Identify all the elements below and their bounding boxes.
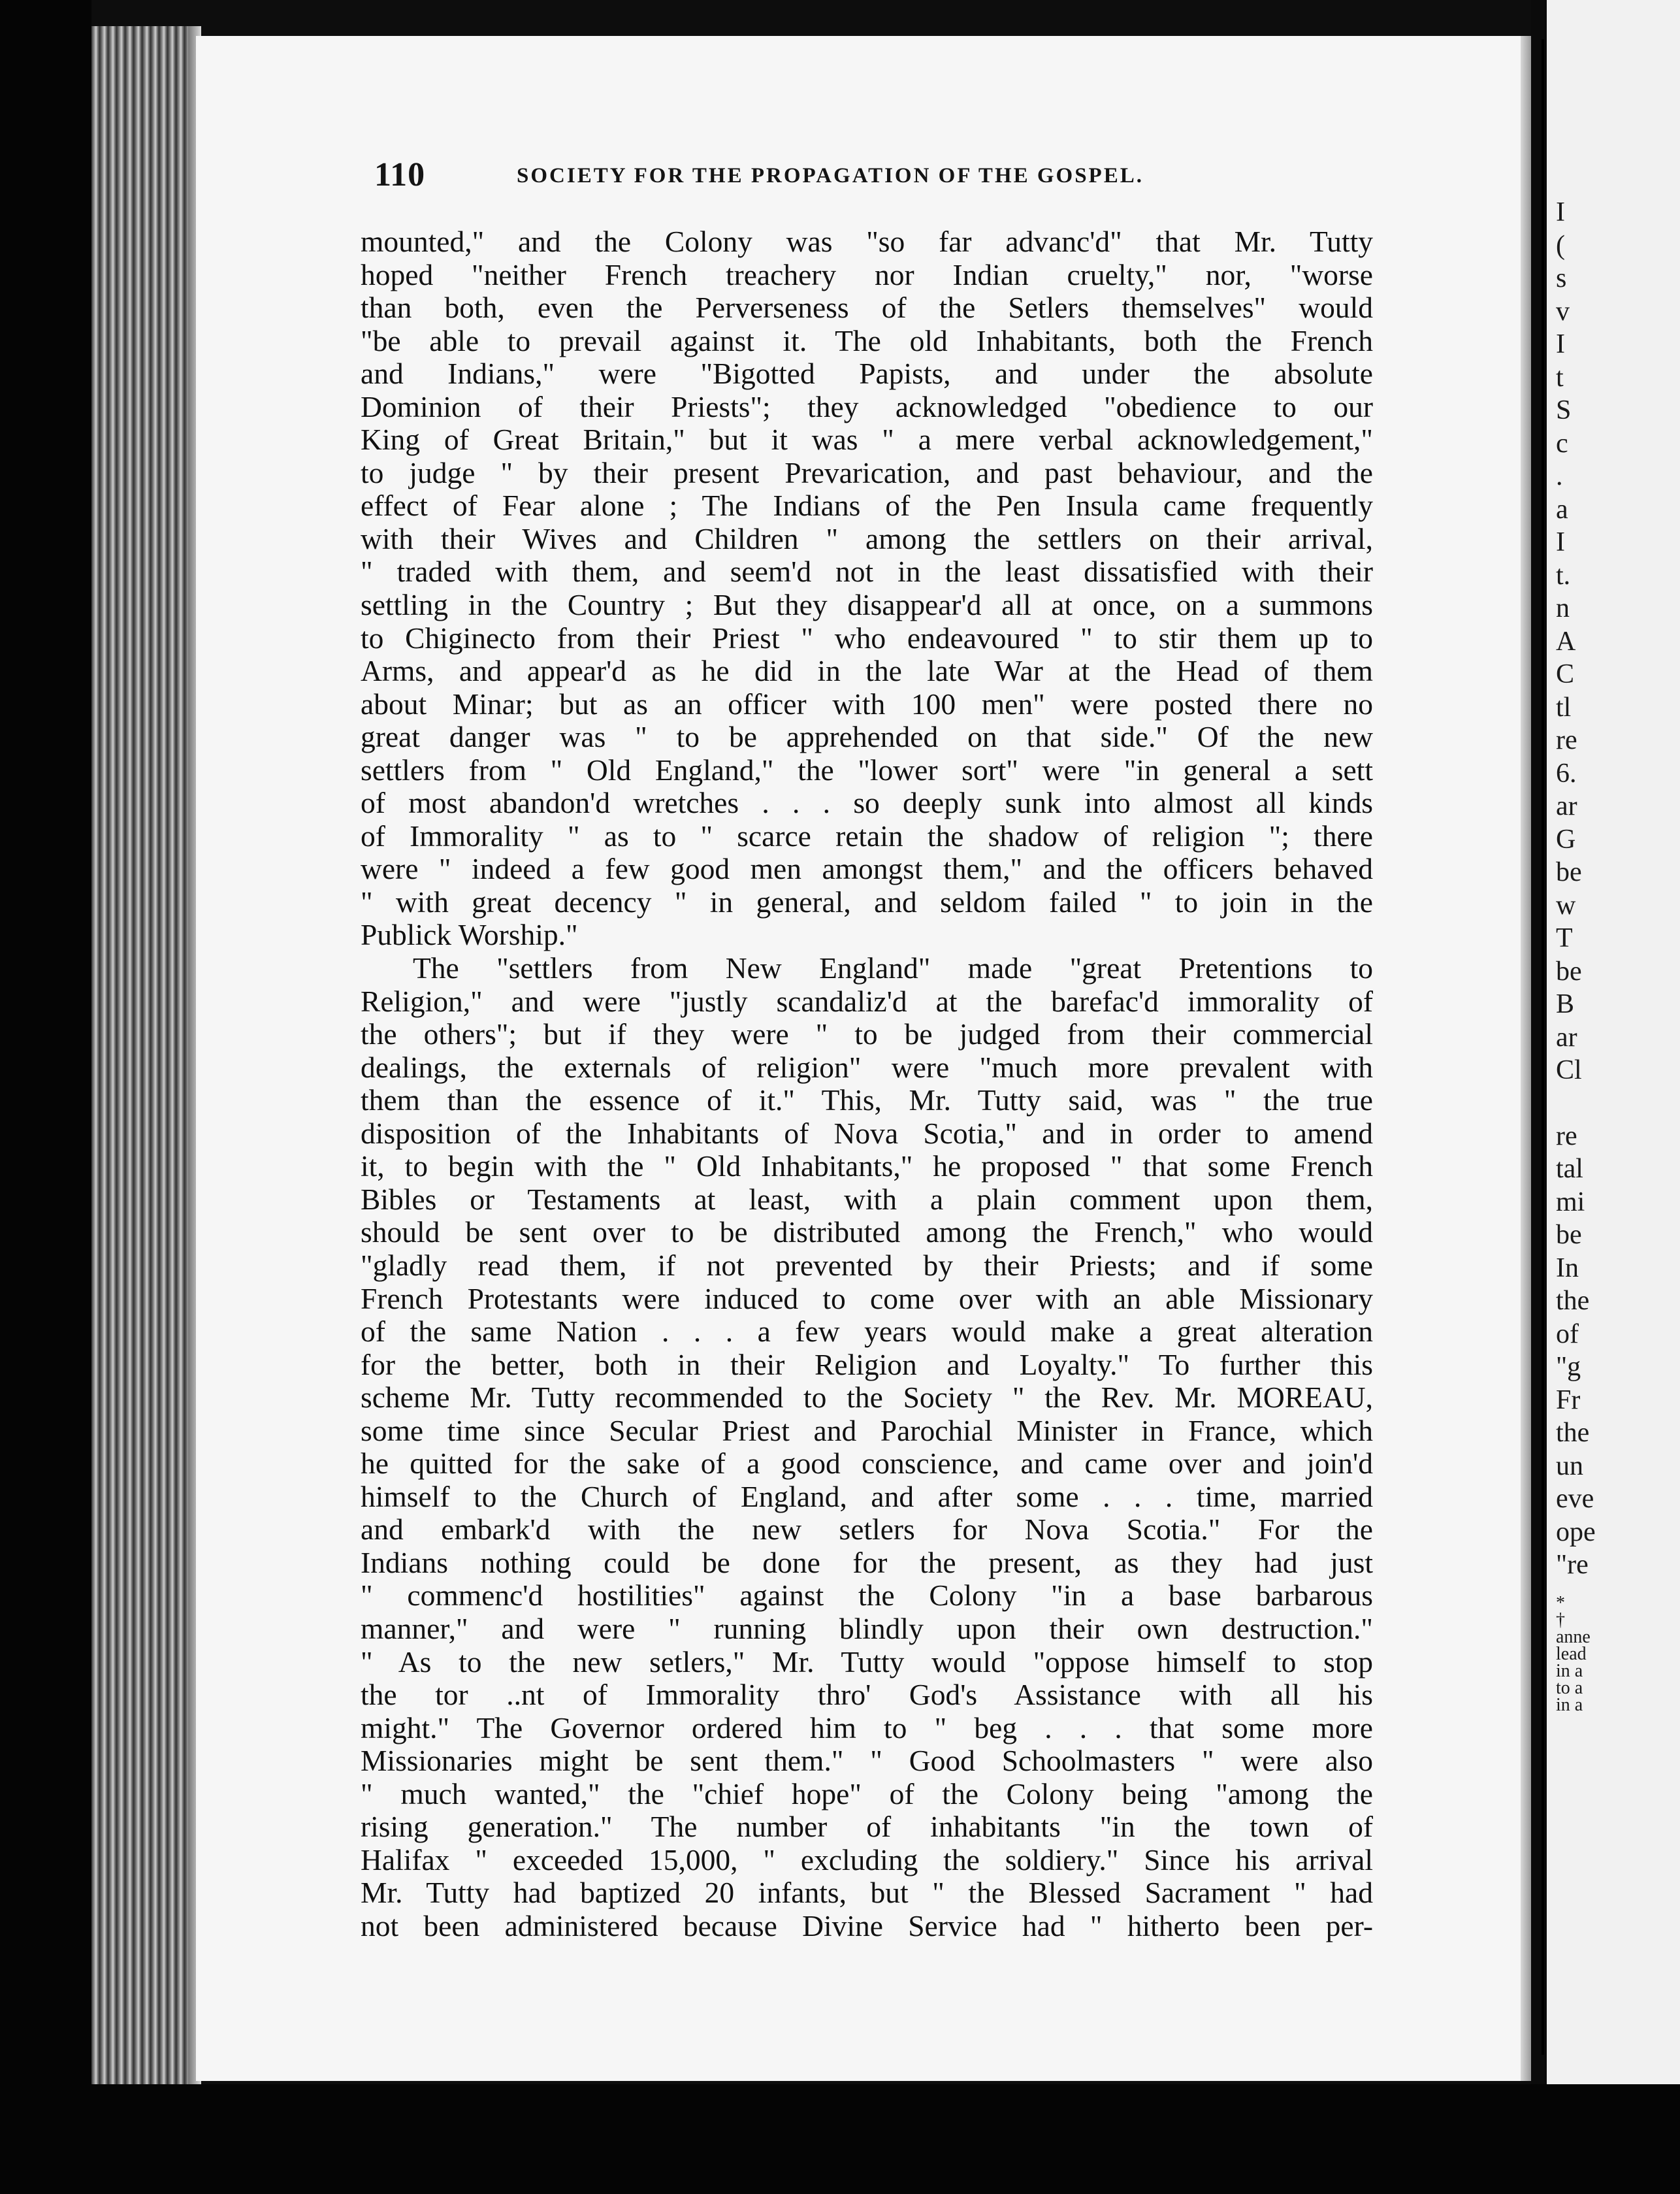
fragment: I [1556, 329, 1565, 359]
fragment: w [1556, 890, 1576, 921]
fragment: A [1556, 626, 1576, 657]
text-line: for the better, both in their Religion and Loyalty." To further this [361, 1347, 1373, 1381]
fragment: ( [1556, 230, 1565, 261]
text-line: " As to the new setlers," Mr. Tutty would "oppose himself to stop [361, 1645, 1373, 1678]
text-line: Indians nothing could be done for the present, as they had just [361, 1545, 1373, 1579]
fragment: the [1556, 1286, 1590, 1316]
footnote-fragment: † [1556, 1611, 1565, 1629]
text-line: some time since Secular Priest and Parochial Minister in France, which [361, 1413, 1373, 1447]
page-fold-shadow [1521, 36, 1531, 2081]
text-line: Dominion of their Priests"; they acknowledged "obedience to our [361, 389, 1373, 423]
fragment: Fr [1556, 1384, 1581, 1415]
running-head: SOCIETY FOR THE PROPAGATION OF THE GOSPEL. [517, 164, 1144, 188]
fragment: ar [1556, 1022, 1577, 1053]
text-line: Halifax " exceeded 15,000, " excluding the soldiery." Since his arrival [361, 1842, 1373, 1876]
fragment: n [1556, 593, 1570, 623]
text-line: Bibles or Testaments at least, with a plain comment upon them, [361, 1182, 1373, 1216]
body-text [361, 225, 1373, 1942]
text-line: them than the essence of it." This, Mr. Tutty said, was " the true [361, 1083, 1373, 1117]
footnote-fragment: * [1556, 1594, 1565, 1612]
text-line: to judge " by their present Prevarication, and past behaviour, and the [361, 455, 1373, 489]
text-line: rising generation." The number of inhabitants "in the town of [361, 1810, 1373, 1844]
fragment: S [1556, 395, 1572, 425]
text-line: Religion," and were "justly scandaliz'd at the barefac'd immorality of [361, 984, 1373, 1018]
fragment: I [1556, 527, 1565, 557]
fragment: B [1556, 989, 1575, 1019]
text-line: himself to the Church of England, and after some . . . time, married [361, 1479, 1373, 1513]
text-line: Mr. Tutty had baptized 20 infants, but " the Blessed Sacrament " had [361, 1876, 1373, 1910]
footnote-fragment: in a [1556, 1696, 1583, 1714]
fragment: t [1556, 362, 1564, 393]
fragment: In [1556, 1253, 1579, 1283]
text-line: mounted," and the Colony was "so far advanc'd" that Mr. Tutty [361, 225, 1373, 258]
text-line: "be able to prevail against it. The old Inhabitants, both the French [361, 323, 1373, 357]
fragment: tal [1556, 1154, 1583, 1184]
text-line: not been administered because Divine Service had " hitherto been per- [361, 1908, 1373, 1942]
text-line: hoped "neither French treachery nor Indian cruelty," nor, "worse [361, 257, 1373, 291]
text-line: dealings, the externals of religion" were "much more prevalent with [361, 1050, 1373, 1084]
text-line: it, to begin with the " Old Inhabitants," he proposed " that some French [361, 1149, 1373, 1183]
fragment: re [1556, 725, 1577, 755]
fragment: re [1556, 1121, 1577, 1151]
fragment: G [1556, 824, 1576, 855]
book-gutter [1531, 0, 1547, 2194]
footnote-fragment: anne [1556, 1628, 1591, 1646]
text-line: should be sent over to be distributed among the French," who would [361, 1215, 1373, 1249]
text-line: settlers from " Old England," the "lower sort" were "in general a sett [361, 753, 1373, 787]
text-line: the others"; but if they were " to be judged from their commercial [361, 1017, 1373, 1051]
text-line: " commenc'd hostilities" against the Colony "in a base barbarous [361, 1579, 1373, 1613]
fragment: the [1556, 1418, 1590, 1448]
text-line: and embark'd with the new setlers for Nova Scotia." For the [361, 1513, 1373, 1547]
fragment: v [1556, 296, 1570, 327]
fragment: t. [1556, 560, 1571, 591]
fragment: be [1556, 1220, 1582, 1250]
page-header [374, 156, 1236, 195]
scan-border-bottom [0, 2084, 1680, 2194]
text-line: about Minar; but as an officer with 100 men" were posted there no [361, 687, 1373, 721]
footnote-fragment: lead [1556, 1645, 1587, 1663]
fragment: be [1556, 857, 1582, 887]
fragment: of [1556, 1318, 1579, 1349]
text-line: might." The Governor ordered him to " beg . . . that some more [361, 1711, 1373, 1744]
fragment: T [1556, 923, 1573, 953]
fragment: be [1556, 956, 1582, 987]
text-line: disposition of the Inhabitants of Nova Scotia," and in order to amend [361, 1116, 1373, 1150]
fragment: "re [1556, 1550, 1589, 1580]
text-line: were " indeed a few good men amongst them," and the officers behaved [361, 852, 1373, 886]
fragment: 6. [1556, 758, 1577, 789]
text-line: effect of Fear alone ; The Indians of the Pen Insula came frequently [361, 489, 1373, 523]
text-line: Publick Worship." [361, 918, 578, 952]
text-line: than both, even the Perverseness of the Setlers themselves" would [361, 291, 1373, 325]
text-line: of the same Nation . . . a few years would make a great alteration [361, 1315, 1373, 1349]
text-line: and Indians," were "Bigotted Papists, and under the absolute [361, 357, 1373, 391]
text-line: he quitted for the sake of a good conscience, and came over and join'd [361, 1447, 1373, 1481]
text-line: scheme Mr. Tutty recommended to the Society " the Rev. Mr. MOREAU, [361, 1381, 1373, 1415]
fragment: ope [1556, 1516, 1596, 1547]
text-line: " traded with them, and seem'd not in the least dissatisfied with their [361, 555, 1373, 589]
text-line: King of Great Britain," but it was " a mere verbal acknowledgement," [361, 423, 1373, 457]
fragment: tl [1556, 692, 1572, 723]
scan-border-left [0, 0, 91, 2194]
text-line: the tor ..nt of Immorality thro' God's Assistance with all his [361, 1678, 1373, 1712]
fragment: eve [1556, 1484, 1594, 1514]
paragraph-start-line: The "settlers from New England" made "great Pretentions to [413, 951, 1373, 985]
fragment: I [1556, 197, 1565, 227]
gutter-line [1542, 39, 1544, 2055]
text-line: of Immorality " as to " scarce retain the shadow of religion "; there [361, 819, 1373, 853]
book-page-edges [91, 26, 189, 2088]
fragment: "g [1556, 1352, 1581, 1382]
text-line: manner," and were " running blindly upon their own destruction." [361, 1611, 1373, 1645]
text-line: " with great decency " in general, and seldom failed " to join in the [361, 885, 1373, 919]
footnote-fragment: in a [1556, 1662, 1583, 1680]
fragment: c [1556, 428, 1568, 459]
text-line: great danger was " to be apprehended on that side." Of the new [361, 720, 1373, 754]
fragment: C [1556, 659, 1575, 689]
fragment: s [1556, 263, 1567, 293]
text-line: Missionaries might be sent them." " Good Schoolmasters " were also [361, 1744, 1373, 1778]
fragment: Cl [1556, 1055, 1582, 1085]
text-line: "gladly read them, if not prevented by their Priests; and if some [361, 1248, 1373, 1282]
page-number: 110 [374, 156, 426, 193]
fragment: mi [1556, 1187, 1585, 1217]
fragment: ar [1556, 791, 1577, 821]
footnote-fragment: to a [1556, 1679, 1583, 1697]
text-line: Arms, and appear'd as he did in the late War at the Head of them [361, 654, 1373, 688]
fragment: . [1556, 461, 1563, 491]
fragment: un [1556, 1450, 1583, 1481]
text-line: of most abandon'd wretches . . . so deeply sunk into almost all kinds [361, 786, 1373, 820]
text-line: French Protestants were induced to come over with an able Missionary [361, 1281, 1373, 1315]
text-line: with their Wives and Children " among the settlers on their arrival, [361, 521, 1373, 555]
text-line: " much wanted," the "chief hope" of the Colony being "among the [361, 1776, 1373, 1810]
text-line: settling in the Country ; But they disappear'd all at once, on a summons [361, 588, 1373, 622]
facing-page-fragments [1556, 196, 1680, 1714]
text-line: to Chiginecto from their Priest " who endeavoured " to stir them up to [361, 621, 1373, 655]
fragment: a [1556, 494, 1568, 525]
